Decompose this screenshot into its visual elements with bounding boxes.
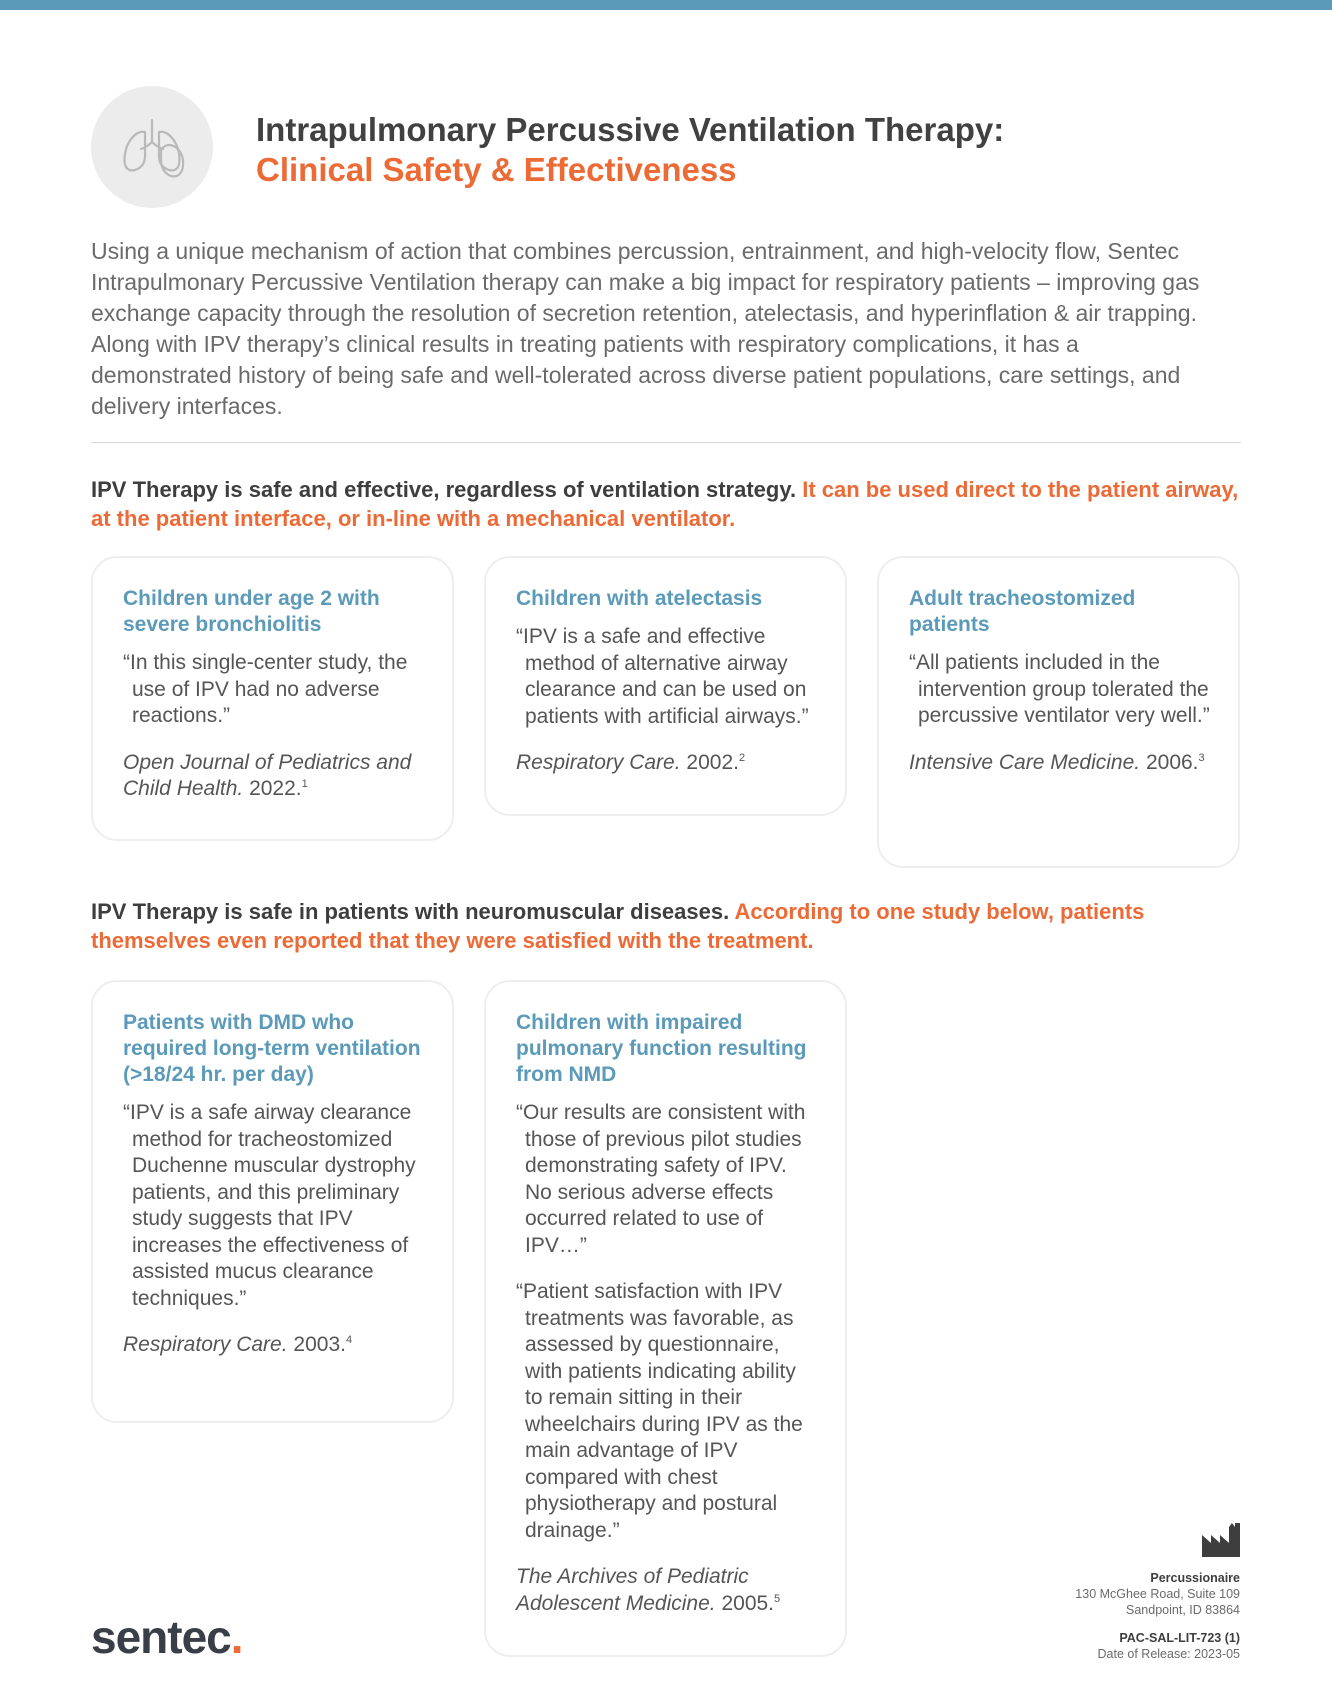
factory-icon <box>1202 1523 1240 1562</box>
intro-paragraph: Using a unique mechanism of action that combines percussion, entrainment, and high-velocity flow, Sentec Intrapulmonary Percussive Ventilation therapy can make a big impact for respiratory patients – improving gas exchange capacity through the resolution of secretion retention, atelectasis, and hyperinflation & air trapping. Along with IPV therapy’s clinical results in treating patients with respiratory complications, it has a demonstrated history of being safe and well-tolerated across diverse patient populations, care settings, and delivery interfaces. <box>91 238 1200 419</box>
card-quote: “All patients included in the intervention group tolerated the percussive ventilator very well.” <box>909 651 1210 727</box>
section-1-heading <box>91 475 1251 533</box>
journal-year: 2005. <box>721 1591 775 1615</box>
release-date: Date of Release: 2023-05 <box>1097 1647 1240 1661</box>
top-accent-bar <box>0 0 1332 10</box>
lungs-icon <box>91 86 213 208</box>
card-source <box>123 1332 424 1359</box>
journal-name: Open Journal of Pediatrics and Child Health. <box>123 750 412 800</box>
card-title: Children with atelectasis <box>516 587 763 610</box>
journal-name: Respiratory Care. <box>123 1333 288 1356</box>
journal-year: 2022. <box>249 777 302 800</box>
journal-year: 2002. <box>686 751 739 774</box>
study-card <box>484 556 847 816</box>
divider <box>91 442 1241 443</box>
title-line-2: Clinical Safety & Effectiveness <box>256 151 737 188</box>
card-title: Patients with DMD who required long-term ventilation (>18/24 hr. per day) <box>123 1011 421 1086</box>
card-title: Children under age 2 with severe bronchiolitis <box>123 587 380 636</box>
study-card <box>91 980 454 1423</box>
card-quote: “IPV is a safe airway clearance method for tracheostomized Duchenne muscular dystrophy patients, and this preliminary study suggests that IPV increases the effectiveness of assisted mucus clearance techniques.” <box>123 1101 416 1310</box>
study-card <box>484 980 847 1657</box>
brand-wordmark: sentec <box>91 1611 231 1663</box>
card-quote: “Our results are consistent with those of previous pilot studies demonstrating safety of IPV. No serious adverse effects occurred related to use of IPV…” <box>516 1101 806 1257</box>
journal-year: 2003. <box>293 1333 346 1356</box>
journal-name: Respiratory Care. <box>516 751 681 774</box>
card-title: Children with impaired pulmonary function resulting from NMD <box>516 1011 807 1086</box>
section-1-lead: IPV Therapy is safe and effective, regardless of ventilation strategy. <box>91 477 797 502</box>
company-name: Percussionaire <box>1150 1571 1240 1585</box>
page-title <box>256 110 1004 190</box>
card-source <box>909 750 1210 777</box>
section-2-heading <box>91 897 1251 955</box>
brand-dot: . <box>230 1611 243 1663</box>
section-2-lead: IPV Therapy is safe in patients with neuromuscular diseases. <box>91 899 730 924</box>
card-source <box>516 750 817 777</box>
document-number: PAC-SAL-LIT-723 (1) <box>1119 1631 1240 1645</box>
title-line-1: Intrapulmonary Percussive Ventilation Therapy: <box>256 111 1005 148</box>
reference-number: 2 <box>738 752 746 764</box>
sentec-logo <box>91 1612 243 1662</box>
section-2-accent: According to one study below, patients themselves even reported that they were satisfied with the treatment. <box>91 899 1145 953</box>
journal-name: Intensive Care Medicine. <box>909 750 1141 774</box>
card-source <box>123 750 424 803</box>
study-card <box>91 556 454 841</box>
card-quote: “IPV is a safe and effective method of alternative airway clearance and can be used on patients with artificial airways.” <box>516 625 809 728</box>
study-card <box>877 556 1240 868</box>
reference-number: 3 <box>1198 751 1205 764</box>
reference-number: 1 <box>301 778 308 790</box>
footer-info <box>940 1570 1240 1662</box>
section-1-accent: It can be used direct to the patient airway, at the patient interface, or in-line with a mechanical ventilator. <box>91 477 1239 531</box>
reference-number: 4 <box>345 1334 353 1346</box>
card-quote: “In this single-center study, the use of IPV had no adverse reactions.” <box>123 651 408 727</box>
address-line-2: Sandpoint, ID 83864 <box>1126 1603 1240 1617</box>
card-quote: “Patient satisfaction with IPV treatments was favorable, as assessed by questionnaire, with patients indicating ability to remain sitting in their wheelchairs during IPV as the main advantage of IPV compared with chest physiotherapy and postural drainage.” <box>516 1280 803 1542</box>
card-title: Adult tracheostomized patients <box>909 587 1136 636</box>
address-line-1: 130 McGhee Road, Suite 109 <box>1075 1587 1240 1601</box>
journal-year: 2006. <box>1145 750 1199 774</box>
journal-name: The Archives of Pediatric Adolescent Medicine. <box>516 1565 749 1615</box>
card-source <box>516 1564 817 1617</box>
reference-number: 5 <box>774 1592 781 1605</box>
